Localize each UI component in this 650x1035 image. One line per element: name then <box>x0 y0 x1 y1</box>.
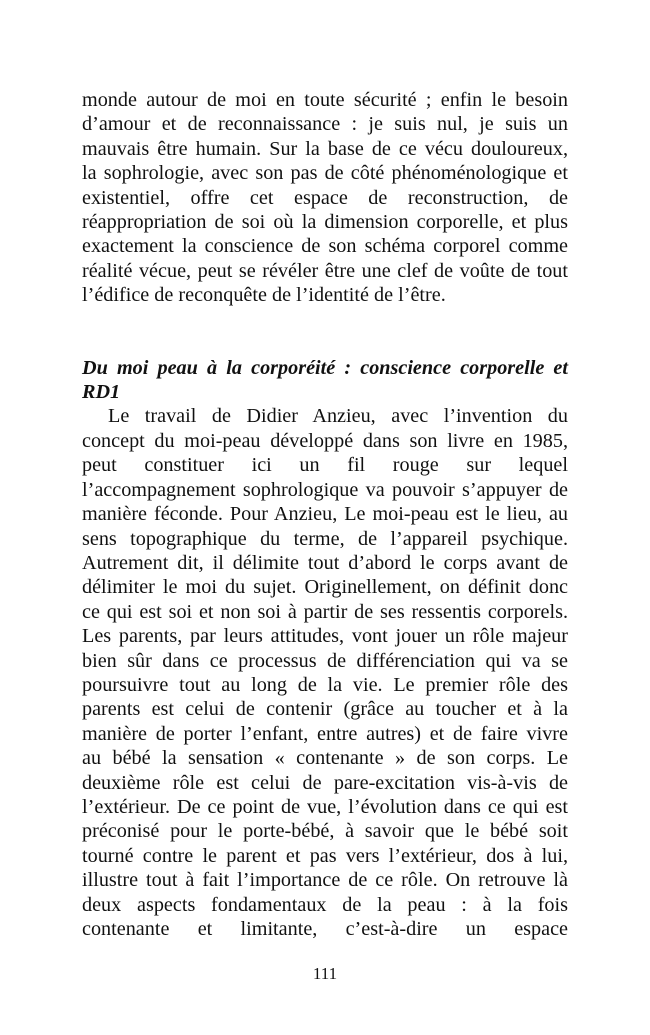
text-line: illustre tout à fait l’importance de ce rôle. On retrouve là <box>82 869 568 892</box>
text-line: bien sûr dans ce processus de différenciation qui va se <box>82 649 568 672</box>
text-line: délimiter le moi du sujet. Originellement, on définit donc <box>82 576 568 599</box>
text-line: réalité vécue, peut se révéler être une clef de voûte de tout <box>82 259 568 282</box>
text-line: la sophrologie, avec son pas de côté phénoménologique et <box>82 162 568 185</box>
heading-line: Du moi peau à la corporéité : conscience corporelle et <box>82 356 568 379</box>
text-line: Les parents, par leurs attitudes, vont jouer un rôle majeur <box>82 625 568 648</box>
text-line: manière de porter l’enfant, entre autres) et de faire vivre <box>82 722 568 745</box>
text-line: poursuivre tout au long de la vie. Le premier rôle des <box>82 673 568 696</box>
text-line: concept du moi-peau développé dans son livre en 1985, <box>82 429 568 452</box>
text-line: existentiel, offre cet espace de reconstruction, de <box>82 186 568 209</box>
text-line: d’amour et de reconnaissance : je suis nul, je suis un <box>82 113 568 136</box>
text-line: Autrement dit, il délimite tout d’abord le corps avant de <box>82 551 568 574</box>
text-line: manière féconde. Pour Anzieu, Le moi-peau est le lieu, au <box>82 503 568 526</box>
text-line: parents est celui de contenir (grâce au toucher et à la <box>82 698 568 721</box>
text-line: deux aspects fondamentaux de la peau : à la fois <box>82 893 568 916</box>
text-line: préconisé pour le porte-bébé, à savoir que le bébé soit <box>82 820 568 843</box>
paragraph-intro <box>82 88 568 308</box>
text-line: tourné contre le parent et pas vers l’extérieur, dos à lui, <box>82 844 568 867</box>
paragraph-body <box>82 404 568 941</box>
page-body <box>82 88 568 941</box>
section-heading <box>82 356 568 405</box>
text-line: l’extérieur. De ce point de vue, l’évolution dans ce qui est <box>82 795 568 818</box>
text-line: mauvais être humain. Sur la base de ce vécu douloureux, <box>82 137 568 160</box>
text-line: contenante et limitante, c’est-à-dire un espace <box>82 918 568 940</box>
text-line: l’édifice de reconquête de l’identité de l’être. <box>82 284 446 307</box>
text-line: exactement la conscience de son schéma corporel comme <box>82 235 568 258</box>
page-number: 111 <box>312 964 338 983</box>
text-line: sens topographique du terme, de l’appareil psychique. <box>82 527 568 550</box>
text-line: deuxième rôle est celui de pare-excitation vis-à-vis de <box>82 771 568 794</box>
text-line: peut constituer ici un fil rouge sur lequel <box>82 454 568 477</box>
text-line: réappropriation de soi où la dimension corporelle, et plus <box>82 211 568 234</box>
text-line: ce qui est soi et non soi à partir de ses ressentis corporels. <box>82 600 568 623</box>
heading-line: RD1 <box>82 381 121 404</box>
text-line: monde autour de moi en toute sécurité ; enfin le besoin <box>82 89 568 111</box>
text-line: l’accompagnement sophrologique va pouvoir s’appuyer de <box>82 478 568 501</box>
text-line: Le travail de Didier Anzieu, avec l’invention du <box>108 405 568 428</box>
text-line: au bébé la sensation « contenante » de son corps. Le <box>82 747 568 770</box>
